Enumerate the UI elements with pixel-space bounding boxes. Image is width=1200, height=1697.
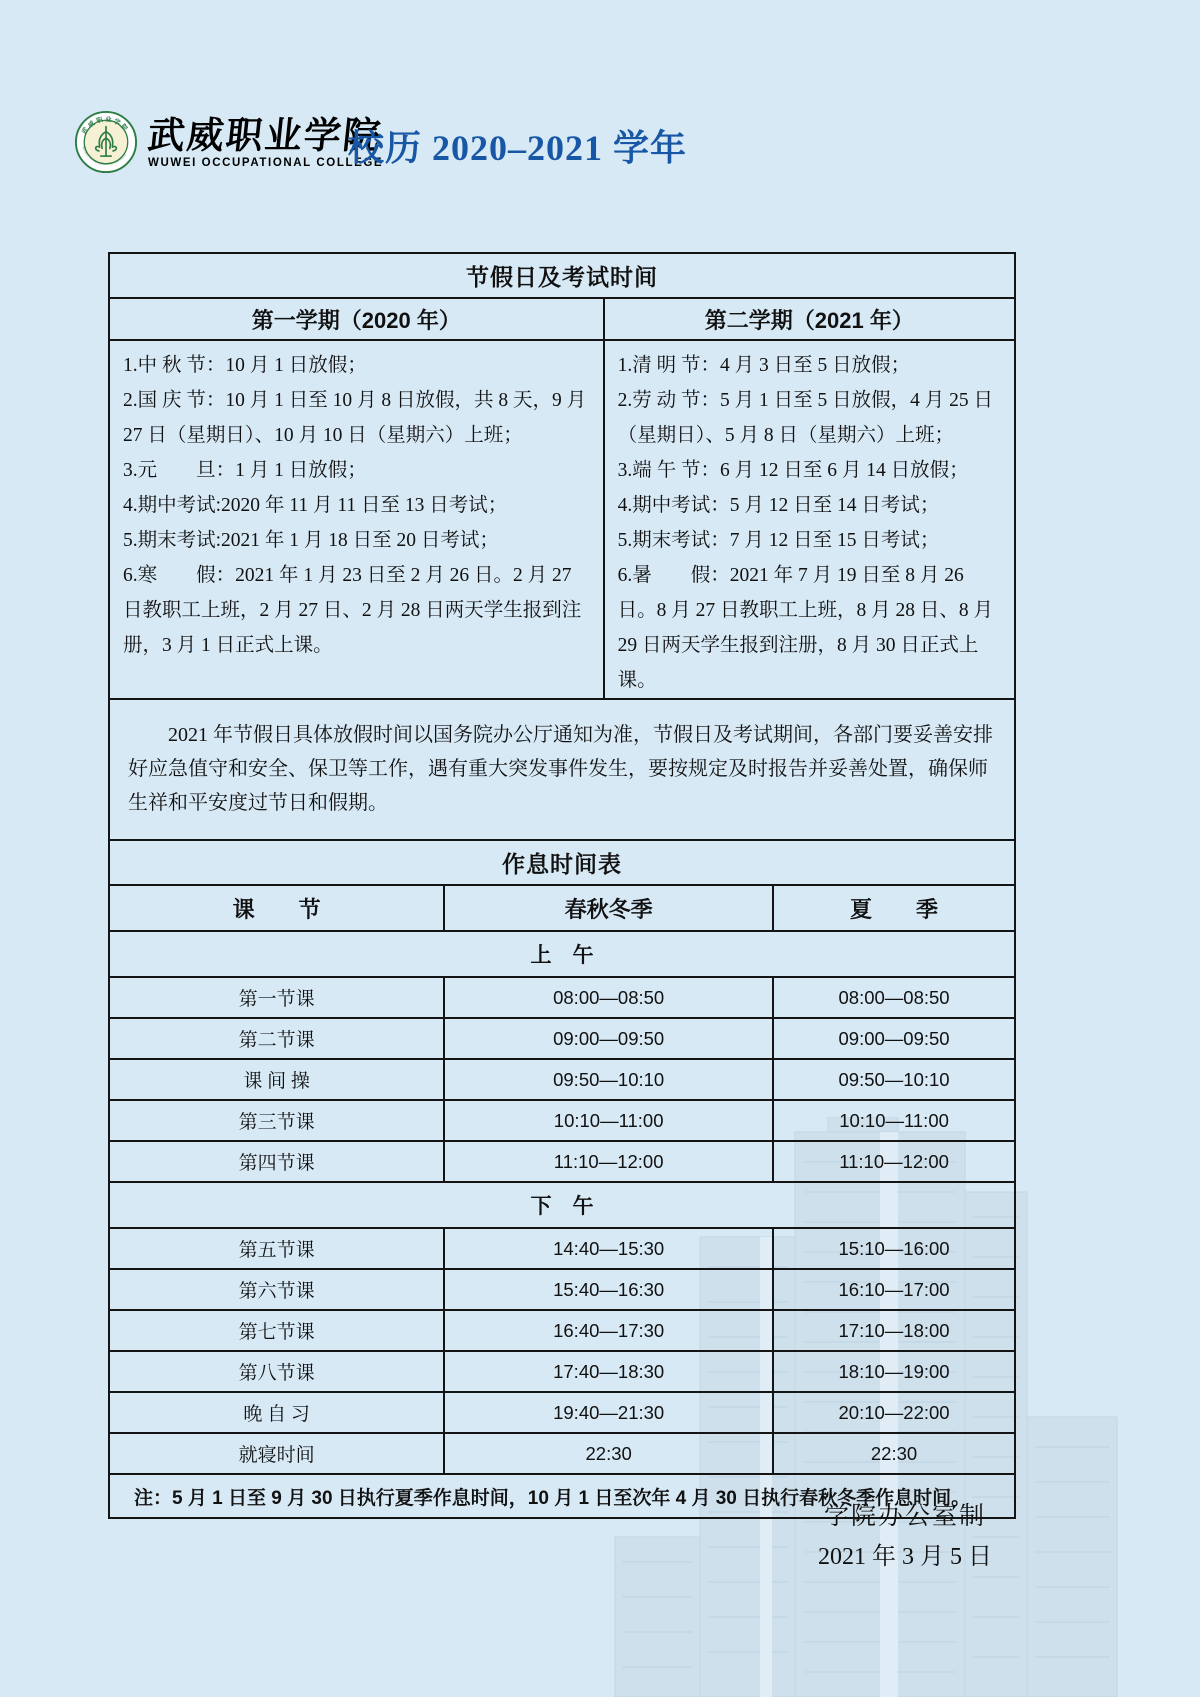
schedule-summer-time: 17:10—18:00	[773, 1310, 1015, 1351]
holiday-item: 5.期末考试:2021 年 1 月 18 日至 20 日考试；	[123, 530, 499, 551]
schedule-spring-time: 15:40—16:30	[444, 1269, 773, 1310]
logo-ring-text-en: WUWEI OCCUPATIONAL COLLEGE	[81, 145, 128, 167]
holiday-item: 4.期中考试：5 月 12 日至 14 日考试；	[617, 495, 940, 516]
schedule-row	[109, 1059, 1015, 1100]
schedule-row	[109, 1433, 1015, 1474]
schedule-summer-time: 18:10—19:00	[773, 1351, 1015, 1392]
holiday-table-title-row	[109, 253, 1015, 298]
schedule-section-row	[109, 1182, 1015, 1228]
holiday-item: 1.清 明 节：4 月 3 日至 5 日放假；	[617, 355, 911, 376]
schedule-row	[109, 1100, 1015, 1141]
document-footer	[695, 1496, 1115, 1578]
schedule-summer-time: 16:10—17:00	[773, 1269, 1015, 1310]
schedule-spring-time: 09:50—10:10	[444, 1059, 773, 1100]
schedule-lesson-label: 第四节课	[109, 1141, 444, 1182]
schedule-spring-time: 17:40—18:30	[444, 1351, 773, 1392]
page-title: 校历 2020–2021 学年	[348, 128, 688, 168]
schedule-row	[109, 1269, 1015, 1310]
schedule-header-row	[109, 885, 1015, 931]
holiday-note: 2021 年节假日具体放假时间以国务院办公厅通知为准，节假日及考试期间，各部门要妥善安排好应急值守和安全、保卫等工作，遇有重大突发事件发生，要按规定及时报告并妥善处置，确保师生祥和平安度过节日和假期。	[109, 699, 1015, 840]
column-header-lesson: 课 节	[109, 885, 444, 931]
schedule-row	[109, 1310, 1015, 1351]
schedule-summer-time: 20:10—22:00	[773, 1392, 1015, 1433]
schedule-spring-time: 19:40—21:30	[444, 1392, 773, 1433]
semester-1-header: 第一学期（2020 年）	[109, 298, 604, 340]
schedule-spring-time: 10:10—11:00	[444, 1100, 773, 1141]
holiday-items-row	[109, 340, 1015, 699]
schedule-summer-time: 22:30	[773, 1433, 1015, 1474]
college-brand	[74, 110, 383, 174]
holiday-item: 5.期末考试：7 月 12 日至 15 日考试；	[617, 530, 940, 551]
schedule-summer-time: 09:00—09:50	[773, 1018, 1015, 1059]
schedule-section-label: 上 午	[109, 931, 1015, 977]
schedule-lesson-label: 第二节课	[109, 1018, 444, 1059]
schedule-row	[109, 1392, 1015, 1433]
semester-2-items	[604, 340, 1015, 699]
schedule-lesson-label: 第三节课	[109, 1100, 444, 1141]
schedule-spring-time: 14:40—15:30	[444, 1228, 773, 1269]
schedule-table-title: 作息时间表	[109, 840, 1015, 885]
holiday-item: 1.中 秋 节：10 月 1 日放假；	[123, 355, 367, 376]
holiday-item: 6.暑 假：2021 年 7 月 19 日至 8 月 26 日。8 月 27 日教职工上班，8 月 28 日、8 月 29 日两天学生报到注册，8 月 30 日正式上课。	[617, 565, 994, 691]
holiday-note-row	[109, 699, 1015, 840]
schedule-summer-time: 09:50—10:10	[773, 1059, 1015, 1100]
schedule-table	[108, 839, 1016, 1519]
holiday-item: 2.国 庆 节：10 月 1 日至 10 月 8 日放假，共 8 天，9 月 27 日（星期日）、10 月 10 日（星期六）上班；	[123, 390, 587, 446]
footer-issuer: 学院办公室制	[823, 1502, 986, 1530]
schedule-spring-time: 08:00—08:50	[444, 977, 773, 1018]
holiday-item: 4.期中考试:2020 年 11 月 11 日至 13 日考试；	[123, 495, 508, 516]
holiday-item: 6.寒 假：2021 年 1 月 23 日至 2 月 26 日。2 月 27 日教职工上班，2 月 27 日、2 月 28 日两天学生报到注册，3 月 1 日正式上课。	[123, 565, 582, 656]
schedule-section-row	[109, 931, 1015, 977]
schedule-row	[109, 977, 1015, 1018]
schedule-summer-time: 11:10—12:00	[773, 1141, 1015, 1182]
calendar-content	[108, 252, 1016, 1519]
schedule-lesson-label: 晚 自 习	[109, 1392, 444, 1433]
schedule-spring-time: 09:00—09:50	[444, 1018, 773, 1059]
schedule-spring-time: 11:10—12:00	[444, 1141, 773, 1182]
schedule-row	[109, 1228, 1015, 1269]
schedule-lesson-label: 第七节课	[109, 1310, 444, 1351]
holiday-table-title: 节假日及考试时间	[109, 253, 1015, 298]
schedule-note: 注：5 月 1 日至 9 月 30 日执行夏季作息时间，10 月 1 日至次年 4 月 30 日执行春秋冬季作息时间。	[109, 1474, 1015, 1518]
holiday-item: 2.劳 动 节：5 月 1 日至 5 日放假，4 月 25 日（星期日）、5 月 8 日（星期六）上班；	[617, 390, 994, 446]
column-header-summer: 夏 季	[773, 885, 1015, 931]
schedule-section-label: 下 午	[109, 1182, 1015, 1228]
column-header-spring-autumn-winter: 春秋冬季	[444, 885, 773, 931]
schedule-lesson-label: 第五节课	[109, 1228, 444, 1269]
schedule-table-title-row	[109, 840, 1015, 885]
schedule-lesson-label: 第一节课	[109, 977, 444, 1018]
semester-2-header: 第二学期（2021 年）	[604, 298, 1015, 340]
schedule-row	[109, 1351, 1015, 1392]
logo-ring-text-zh: 武威职业学院	[80, 116, 130, 136]
schedule-summer-time: 08:00—08:50	[773, 977, 1015, 1018]
college-logo-icon	[74, 110, 138, 174]
schedule-summer-time: 15:10—16:00	[773, 1228, 1015, 1269]
holiday-table	[108, 252, 1016, 841]
schedule-row	[109, 1018, 1015, 1059]
college-name-en: WUWEI OCCUPATIONAL COLLEGE	[148, 157, 384, 169]
schedule-row	[109, 1141, 1015, 1182]
schedule-spring-time: 22:30	[444, 1433, 773, 1474]
holiday-item: 3.端 午 节：6 月 12 日至 6 月 14 日放假；	[617, 460, 969, 481]
footer-date: 2021 年 3 月 5 日	[818, 1544, 992, 1570]
semester-header-row	[109, 298, 1015, 340]
schedule-lesson-label: 第六节课	[109, 1269, 444, 1310]
schedule-rows	[109, 931, 1015, 1474]
schedule-summer-time: 10:10—11:00	[773, 1100, 1015, 1141]
schedule-lesson-label: 课 间 操	[109, 1059, 444, 1100]
schedule-lesson-label: 就寝时间	[109, 1433, 444, 1474]
holiday-item: 3.元 旦：1 月 1 日放假；	[123, 460, 367, 481]
schedule-spring-time: 16:40—17:30	[444, 1310, 773, 1351]
schedule-lesson-label: 第八节课	[109, 1351, 444, 1392]
college-name-zh: 武威职业学院	[145, 113, 385, 157]
semester-1-items	[109, 340, 604, 699]
